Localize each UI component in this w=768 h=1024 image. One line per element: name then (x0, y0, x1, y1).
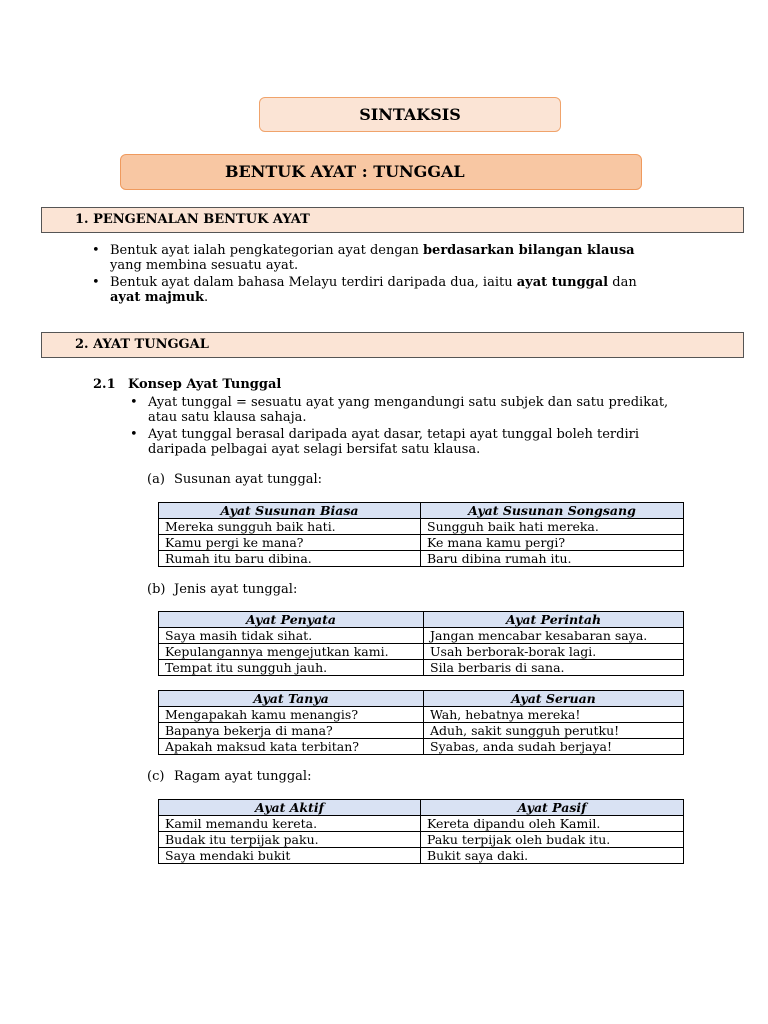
table-aktif-pasif (158, 799, 684, 864)
table-cell: Rumah itu baru dibina. (159, 551, 421, 567)
bullet-text: Ayat tunggal berasal daripada ayat dasar, tetapi ayat tunggal boleh terdiri daripada pelbagai ayat selagi bersifat satu klausa. (148, 427, 639, 457)
page-title: SINTAKSIS (259, 97, 561, 132)
subsection-heading (93, 377, 281, 392)
bullet-text: Bentuk ayat ialah pengkategorian ayat dengan (110, 243, 423, 258)
table-cell: Mengapakah kamu menangis? (159, 707, 424, 723)
bullet-text: yang membina sesuatu ayat. (110, 258, 299, 273)
part-text: Jenis ayat tunggal: (174, 582, 298, 597)
table-row (159, 628, 684, 644)
table-header-row (159, 800, 684, 816)
part-text: Ragam ayat tunggal: (174, 769, 312, 784)
bullet-bold-text: ayat majmuk (110, 290, 205, 305)
list-item (90, 243, 660, 273)
column-header: Ayat Penyata (159, 612, 424, 628)
list-item (90, 275, 660, 305)
bullet-text: dan (608, 275, 637, 290)
table-cell: Usah berborak-borak lagi. (424, 644, 684, 660)
column-header: Ayat Susunan Biasa (159, 503, 421, 519)
table-cell: Baru dibina rumah itu. (421, 551, 684, 567)
part-tag: (c) (147, 769, 165, 784)
table-cell: Kamu pergi ke mana? (159, 535, 421, 551)
table-row (159, 707, 684, 723)
table-cell: Jangan mencabar kesabaran saya. (424, 628, 684, 644)
table-susunan (158, 502, 684, 567)
table-row (159, 739, 684, 755)
column-header: Ayat Susunan Songsang (421, 503, 684, 519)
table-penyata-perintah (158, 611, 684, 676)
table-row (159, 816, 684, 832)
table-row (159, 660, 684, 676)
bullet-bold-text: berdasarkan bilangan klausa (422, 243, 635, 258)
konsep-bullet-list (128, 395, 673, 459)
page-subtitle: BENTUK AYAT : TUNGGAL (120, 154, 642, 190)
part-c-label (147, 769, 311, 784)
column-header: Ayat Pasif (421, 800, 684, 816)
column-header: Ayat Tanya (159, 691, 424, 707)
table-cell: Paku terpijak oleh budak itu. (421, 832, 684, 848)
table-header-row (159, 691, 684, 707)
table-header-row (159, 612, 684, 628)
table-cell: Saya masih tidak sihat. (159, 628, 424, 644)
subsection-title: Konsep Ayat Tunggal (128, 377, 282, 392)
table-cell: Wah, hebatnya mereka! (424, 707, 684, 723)
part-tag: (b) (147, 582, 166, 597)
table-row (159, 832, 684, 848)
subsection-number: 2.1 (93, 377, 116, 392)
table-cell: Bapanya bekerja di mana? (159, 723, 424, 739)
bullet-text: . (204, 290, 209, 305)
part-b-label (147, 582, 297, 597)
list-item (128, 427, 673, 457)
table-cell: Budak itu terpijak paku. (159, 832, 421, 848)
table-tanya-seruan (158, 690, 684, 755)
bullet-bold-text: ayat tunggal (516, 275, 609, 290)
table-row (159, 848, 684, 864)
part-tag: (a) (147, 472, 165, 487)
table-cell: Sungguh baik hati mereka. (421, 519, 684, 535)
table-header-row (159, 503, 684, 519)
table-cell: Saya mendaki bukit (159, 848, 421, 864)
table-row (159, 551, 684, 567)
table-cell: Mereka sungguh baik hati. (159, 519, 421, 535)
intro-bullet-list (90, 243, 660, 307)
table-cell: Aduh, sakit sungguh perutku! (424, 723, 684, 739)
column-header: Ayat Seruan (424, 691, 684, 707)
table-row (159, 644, 684, 660)
table-cell: Bukit saya daki. (421, 848, 684, 864)
table-row (159, 519, 684, 535)
table-cell: Apakah maksud kata terbitan? (159, 739, 424, 755)
table-cell: Ke mana kamu pergi? (421, 535, 684, 551)
section-heading-ayat-tunggal: 2. AYAT TUNGGAL (41, 332, 744, 358)
column-header: Ayat Aktif (159, 800, 421, 816)
table-row (159, 535, 684, 551)
section-heading-pengenalan: 1. PENGENALAN BENTUK AYAT (41, 207, 744, 233)
table-cell: Kamil memandu kereta. (159, 816, 421, 832)
part-text: Susunan ayat tunggal: (174, 472, 323, 487)
table-row (159, 723, 684, 739)
column-header: Ayat Perintah (424, 612, 684, 628)
table-cell: Kereta dipandu oleh Kamil. (421, 816, 684, 832)
list-item (128, 395, 673, 425)
part-a-label (147, 472, 322, 487)
bullet-text: Ayat tunggal = sesuatu ayat yang mengandungi satu subjek dan satu predikat, atau satu klausa sahaja. (148, 395, 669, 425)
table-cell: Tempat itu sungguh jauh. (159, 660, 424, 676)
table-cell: Kepulangannya mengejutkan kami. (159, 644, 424, 660)
table-cell: Sila berbaris di sana. (424, 660, 684, 676)
table-cell: Syabas, anda sudah berjaya! (424, 739, 684, 755)
bullet-text: Bentuk ayat dalam bahasa Melayu terdiri daripada dua, iaitu (110, 275, 517, 290)
